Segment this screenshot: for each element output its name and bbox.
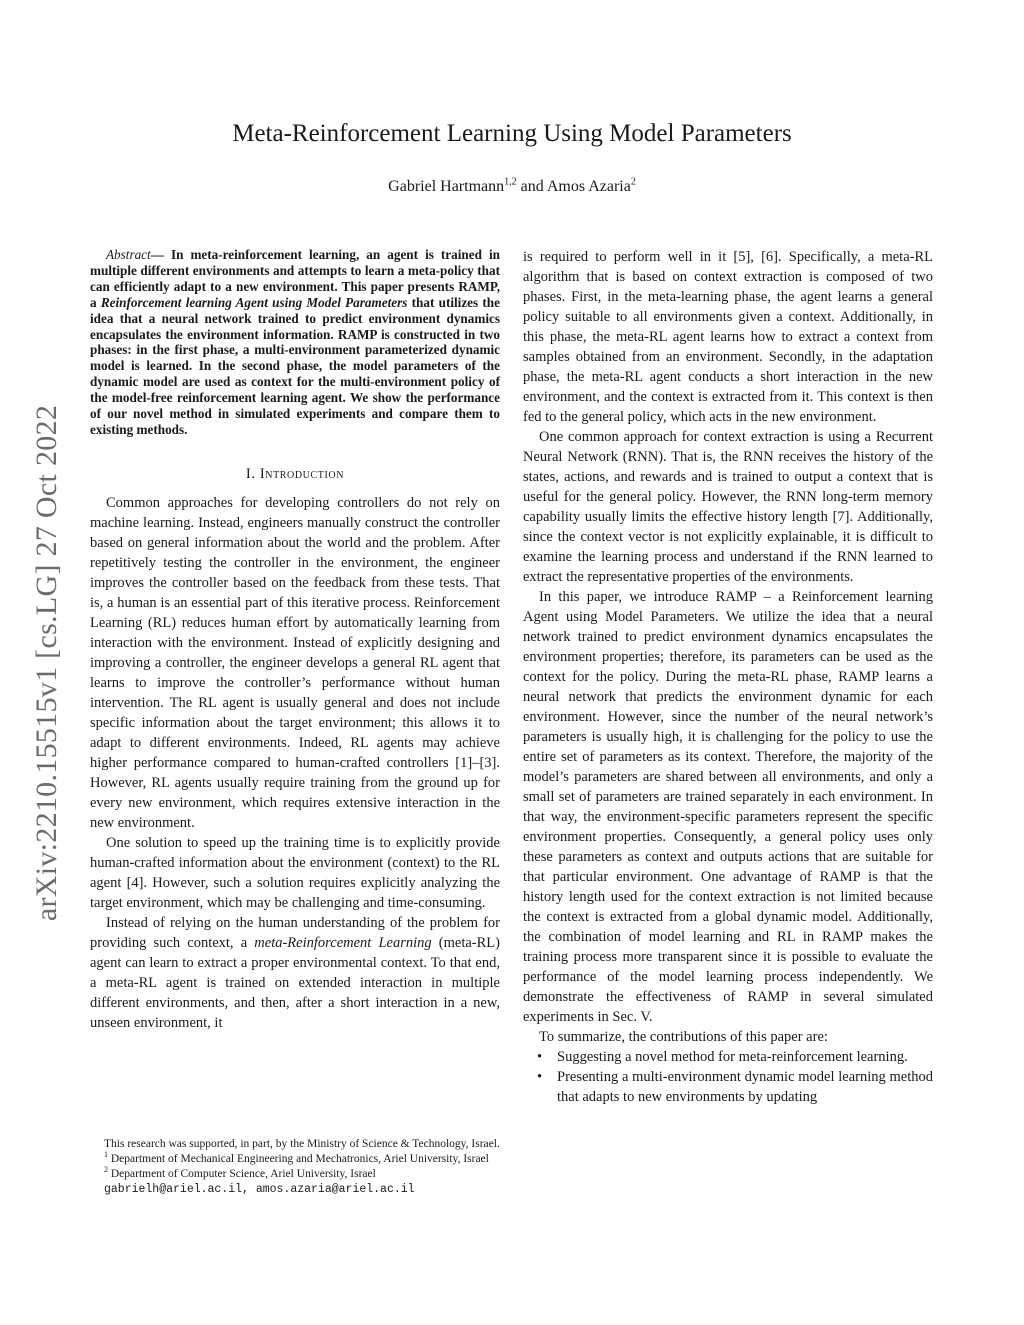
intro-paragraph-2: One solution to speed up the training time is to explicitly provide human-crafted information about the environment (context) to the RL agent [4]. However, such a solution requires explicitly analyzing the target environment, which may be challenging and time-consuming.: [90, 834, 500, 911]
author-connector: and: [516, 178, 547, 195]
right-paragraph-3: In this paper, we introduce RAMP – a Reinforcement learning Agent using Model Parameters. We utilize the idea that a neural network trained to predict environment dynamics encapsulates the environment properties; therefore, its parameters can be used as the context for the policy. During the meta-RL phase, RAMP learns a neural network that predicts the environment dynamic for each environment. However, since the number of the neural network’s parameters is usually high, it is challenging for the policy to use the entire set of parameters as its context. Therefore, the majority of the model’s parameters are shared between all environments, and only a small set of parameters are trained separately in each environment. In that way, the environment-specific parameters represent the specific environment properties. Consequently, a general policy uses only these parameters as context and outputs actions that are suitable for that particular environment. One advantage of RAMP is that the history length used for the context extraction is not limited because the context is extracted from a global dynamic model. Additionally, the combination of model learning and RL in RAMP makes the training process more transparent since it is possible to evaluate the performance of the model learning process independently. We demonstrate the effectiveness of RAMP in several simulated experiments in Sec. V.: [523, 589, 933, 1025]
bullet-glyph: •: [537, 1069, 543, 1085]
right-column: [523, 247, 933, 1107]
footnote-mark-1: 1: [104, 1150, 108, 1160]
author-2: Amos Azaria: [546, 178, 631, 195]
list-item-text: Presenting a multi-environment dynamic model learning method that adapts to new environments by updating: [557, 1069, 933, 1105]
intro-p3-start: Instead of relying on the human understanding of the problem for providing such context, a: [90, 914, 500, 951]
author-2-affiliation: 2: [630, 176, 636, 188]
author-1: Gabriel Hartmann: [388, 178, 505, 195]
footnote-affiliation-1-text: Department of Mechanical Engineering and Mechatronics, Ariel University, Israel: [108, 1153, 489, 1165]
list-item: [523, 1047, 933, 1067]
intro-paragraph-3: [90, 913, 500, 1033]
intro-p3-italic: meta-Reinforcement Learning: [254, 934, 432, 951]
right-paragraph-2: One common approach for context extraction is using a Recurrent Neural Network (RNN). That is, the RNN receives the history of the states, actions, and rewards and is trained to output a context that is useful for the general policy. However, the RNN long-term memory capability usually limits the effective history length [7]. Additionally, since the context vector is not explicitly explainable, it is difficult to examine the learning process and understand if the RNN learned to extract the representative properties of the environments.: [523, 429, 933, 585]
section-number: I.: [245, 465, 260, 482]
footnote-affiliation-2: [90, 1167, 500, 1182]
contributions-list: [523, 1047, 933, 1107]
section-title: Introduction: [259, 465, 345, 482]
left-column: [90, 247, 500, 1033]
paper-title: Meta-Reinforcement Learning Using Model Parameters: [232, 120, 792, 147]
footnote-mark-2: 2: [104, 1165, 108, 1175]
right-paragraph-4: To summarize, the contributions of this paper are:: [539, 1029, 828, 1045]
footnote-affiliation-1: [90, 1152, 500, 1167]
arxiv-identifier: arXiv:2210.15515v1 [cs.LG] 27 Oct 2022: [30, 404, 64, 921]
arxiv-sidebar-stamp: [16, 0, 78, 1325]
author-line: [0, 176, 1024, 198]
abstract: [90, 247, 500, 438]
abstract-dash: —: [150, 247, 171, 262]
bullet-glyph: •: [537, 1049, 543, 1065]
abstract-text-1: In meta-reinforcement learning, an agent is trained in multiple different environments and attempts to learn a meta-policy that can efficiently adapt to a new environment. This paper presents RAMP, a: [90, 247, 500, 310]
abstract-ramp-expansion: Reinforcement learning Agent using Model Parameters: [100, 294, 408, 310]
footnote-affiliation-2-text: Department of Computer Science, Ariel University, Israel: [108, 1168, 376, 1180]
footnote-funding: This research was supported, in part, by the Ministry of Science & Technology, Israel.: [104, 1138, 500, 1150]
right-paragraph-1: is required to perform well in it [5], [6]. Specifically, a meta-RL algorithm that is based on context extraction is composed of two phases. First, in the meta-learning phase, the agent learns a general policy suitable to all environments given a context. Additionally, in this phase, the meta-RL agent learns how to extract a context from samples obtained from an environment. Secondly, in the adaptation phase, the meta-RL agent conducts a short interaction in the new environment, and the context is extracted from it. This context is then fed to the general policy, which acts in the new environment.: [523, 249, 933, 425]
section-heading-introduction: [90, 464, 500, 484]
author-emails: gabrielh@ariel.ac.il, amos.azaria@ariel.ac.il: [104, 1183, 415, 1196]
intro-p3-end: (meta-RL) agent can learn to extract a proper environmental context. To that end, a meta-RL agent is trained on extended interaction in multiple different environments, and then, after a short interaction in a new, unseen environment, it: [90, 934, 500, 1031]
author-1-affiliation: 1,2: [504, 176, 517, 188]
abstract-label: Abstract: [106, 247, 151, 262]
abstract-text-2: that utilizes the idea that a neural network trained to predict environment dynamics encapsulates the environment information. RAMP is constructed in two phases: in the first phase, a multi-environment parameterized dynamic model is learned. In the second phase, the model parameters of the dynamic model are used as context for the multi-environment policy of the model-free reinforcement learning agent. We show the performance of our novel method in simulated experiments and compare them to existing methods.: [90, 294, 500, 437]
list-item-text: Suggesting a novel method for meta-reinforcement learning.: [557, 1049, 908, 1065]
footnotes: [90, 1137, 500, 1197]
intro-paragraph-1: Common approaches for developing controllers do not rely on machine learning. Instead, engineers manually construct the controller based on general information about the world and the problem. After repetitively testing the controller in the environment, the engineer improves the controller based on the feedback from these tests. That is, a human is an essential part of this iterative process. Reinforcement Learning (RL) reduces human effort by automatically learning from interaction with the environment. Instead of explicitly designing and improving a controller, the engineer develops a general RL agent that learns to improve the controller’s performance without human intervention. The RL agent is usually general and does not include specific information about the target environment; this allows it to adapt to different environments. Indeed, RL agents may achieve higher performance compared to human-crafted controllers [1]–[3]. However, RL agents usually require training from the ground up for every new environment, which requires extensive interaction in the new environment.: [90, 494, 500, 831]
list-item: [523, 1067, 933, 1107]
footnote-emails: [90, 1182, 500, 1197]
